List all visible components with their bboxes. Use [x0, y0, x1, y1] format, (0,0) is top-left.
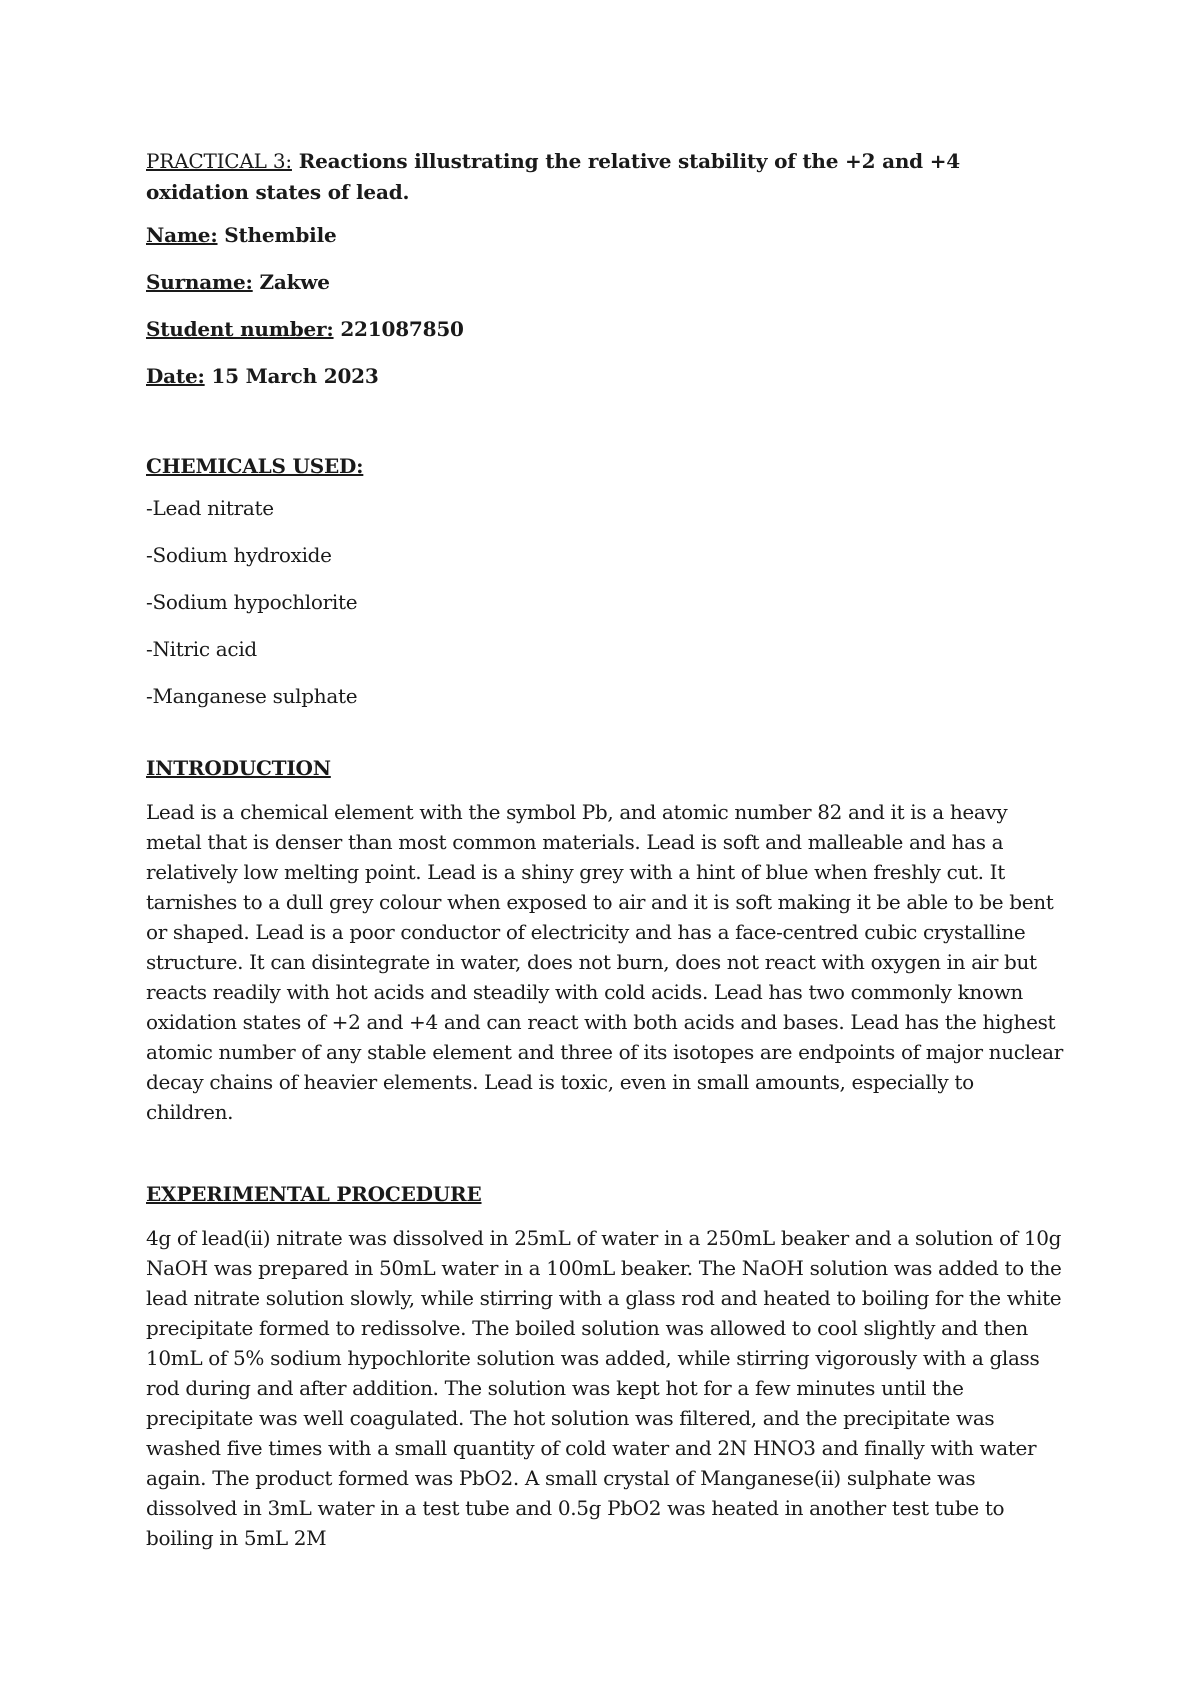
surname-value: Zakwe: [252, 270, 330, 294]
procedure-paragraph: 4g of lead(ii) nitrate was dissolved in 25mL of water in a 250mL beaker and a solution of 10g NaOH was prepared in 50mL water in a 100mL beaker. The NaOH solution was added to the lead nitrate solution slowly, while stirring with a glass rod and heated to boiling for the white precipitate formed to redissolve. The boiled solution was allowed to cool slightly and then 10mL of 5% sodium hypochlorite solution was added, while stirring vigorously with a glass rod during and after addition. The solution was kept hot for a few minutes until the precipitate was well coagulated. The hot solution was filtered, and the precipitate was washed five times with a small quantity of cold water and 2N HNO3 and finally with water again. The product formed was PbO2. A small crystal of Manganese(ii) sulphate was dissolved in 3mL water in a test tube and 0.5g PbO2 was heated in another test tube to boiling in 5mL 2M: [146, 1226, 1062, 1550]
spacer: [146, 410, 1066, 453]
student-number-field: [146, 316, 1066, 343]
spacer: [146, 730, 1066, 755]
chemical-item: -Sodium hypochlorite: [146, 590, 358, 614]
title-label: PRACTICAL 3:: [146, 149, 292, 173]
document-title: [146, 146, 1066, 208]
title-text: Reactions illustrating the relative stability of the +2 and +4 oxidation states of lead.: [146, 149, 961, 204]
student-number-label: Student number:: [146, 317, 334, 341]
introduction-heading: INTRODUCTION: [146, 756, 331, 780]
chemical-item: -Nitric acid: [146, 637, 257, 661]
surname-label: Surname:: [146, 270, 253, 294]
name-label: Name:: [146, 223, 218, 247]
procedure-heading: EXPERIMENTAL PROCEDURE: [146, 1182, 482, 1206]
name-field: [146, 222, 1066, 249]
chemical-item: -Sodium hydroxide: [146, 543, 332, 567]
introduction-paragraph: Lead is a chemical element with the symbol Pb, and atomic number 82 and it is a heavy metal that is denser than most common materials. Lead is soft and malleable and has a relatively low melting point. Lead is a shiny grey with a hint of blue when freshly cut. It tarnishes to a dull grey colour when exposed to air and it is soft making it be able to be bent or shaped. Lead is a poor conductor of electricity and has a face-centred cubic crystalline structure. It can disintegrate in water, does not burn, does not react with oxygen in air but reacts readily with hot acids and steadily with cold acids. Lead has two commonly known oxidation states of +2 and +4 and can react with both acids and bases. Lead has the highest atomic number of any stable element and three of its isotopes are endpoints of major nuclear decay chains of heavier elements. Lead is toxic, even in small amounts, especially to children.: [146, 800, 1063, 1124]
surname-field: [146, 269, 1066, 296]
date-label: Date:: [146, 364, 205, 388]
chemical-item: -Manganese sulphate: [146, 684, 358, 708]
name-value: Sthembile: [217, 223, 337, 247]
document-page: [146, 146, 1066, 1553]
date-field: [146, 363, 1066, 390]
student-number-value: 221087850: [333, 317, 464, 341]
spacer: [146, 1127, 1066, 1181]
chemicals-heading: CHEMICALS USED:: [146, 454, 364, 478]
chemical-item: -Lead nitrate: [146, 496, 274, 520]
date-value: 15 March 2023: [204, 364, 379, 388]
